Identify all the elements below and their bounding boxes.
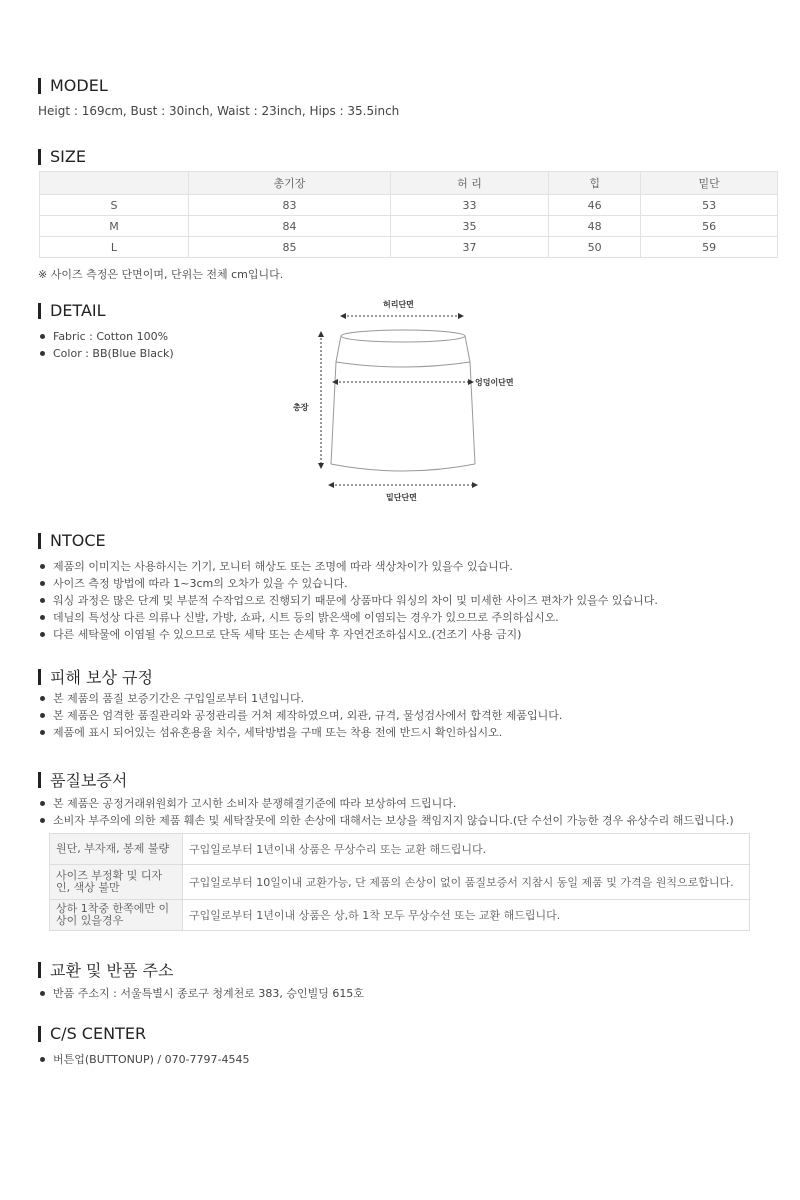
list-item-text: 제품에 표시 되어있는 섬유혼용율 치수, 세탁방법을 구매 또는 착용 전에 반드시 확인하십시오. xyxy=(53,726,503,739)
warranty-list xyxy=(40,795,734,829)
list-item-text: 소비자 부주의에 의한 제품 훼손 및 세탁잘못에 의한 손상에 대해서는 보상을 책임지지 않습니다.(단 수선이 가능한 경우 유상수리 해드립니다.) xyxy=(53,814,734,827)
list-item-text: 사이즈 측정 방법에 따라 1~3cm의 오차가 있을 수 있습니다. xyxy=(53,577,348,590)
heading-text: NTOCE xyxy=(50,531,106,550)
table-row xyxy=(40,216,778,237)
list-item-text: 본 제품은 엄격한 품질관리와 공정관리를 거쳐 제작하였으며, 외관, 규격, 물성검사에서 합격한 제품입니다. xyxy=(53,709,563,722)
bullet-icon xyxy=(40,351,45,356)
size-table-header-row xyxy=(40,172,778,195)
heading-bar xyxy=(38,669,41,685)
table-row xyxy=(50,865,750,900)
bullet-icon xyxy=(40,696,45,701)
size-column-header xyxy=(40,172,189,195)
warranty-policy: 구입일로부터 1년이내 상품은 무상수리 또는 교환 해드립니다. xyxy=(183,834,750,865)
section-size-heading xyxy=(38,147,86,166)
heading-bar xyxy=(38,533,41,549)
bullet-icon xyxy=(40,1057,45,1062)
table-row xyxy=(40,195,778,216)
bullet-icon xyxy=(40,801,45,806)
size-cell: 84 xyxy=(189,216,391,237)
waist-label: 허리단면 xyxy=(383,300,414,309)
heading-text: DETAIL xyxy=(50,301,106,320)
section-detail-heading xyxy=(38,301,106,320)
list-item xyxy=(40,626,658,643)
section-warranty-heading xyxy=(38,768,127,791)
size-cell: 37 xyxy=(390,237,548,258)
size-cell: 83 xyxy=(189,195,391,216)
warranty-condition: 사이즈 부정확 및 디자인, 색상 불만 xyxy=(50,865,183,900)
section-compensation-heading xyxy=(38,665,153,688)
exchange-list xyxy=(40,985,364,1002)
size-column-header: 총기장 xyxy=(189,172,391,195)
hip-label: 엉덩이단면 xyxy=(475,378,514,387)
heading-bar xyxy=(38,303,41,319)
size-cell: 35 xyxy=(390,216,548,237)
size-label: M xyxy=(40,216,189,237)
heading-bar xyxy=(38,78,41,94)
list-item xyxy=(40,707,562,724)
bullet-icon xyxy=(40,581,45,586)
section-notice-heading xyxy=(38,531,106,550)
length-label: 총장 xyxy=(293,403,309,412)
bullet-icon xyxy=(40,632,45,637)
bullet-icon xyxy=(40,991,45,996)
size-table xyxy=(39,171,778,258)
list-item xyxy=(40,795,734,812)
size-cell: 53 xyxy=(641,195,778,216)
table-row xyxy=(50,834,750,865)
skirt-outline xyxy=(331,330,475,471)
list-item xyxy=(40,1051,250,1068)
section-cs-heading xyxy=(38,1024,146,1043)
size-cell: 85 xyxy=(189,237,391,258)
warranty-policy: 구입일로부터 1년이내 상품은 상,하 1착 모두 무상수선 또는 교환 해드립니다. xyxy=(183,900,750,931)
list-item xyxy=(40,812,734,829)
table-row xyxy=(40,237,778,258)
list-item xyxy=(40,690,562,707)
warranty-policy: 구입일로부터 10일이내 교환가능, 단 제품의 손상이 없이 품질보증서 지참시 동일 제품 및 가격을 원칙으로합니다. xyxy=(183,865,750,900)
warranty-table xyxy=(49,833,750,931)
bullet-icon xyxy=(40,564,45,569)
list-item xyxy=(40,724,562,741)
list-item-text: 다른 세탁물에 이염될 수 있으므로 단독 세탁 또는 손세탁 후 자연건조하십시오.(건조기 사용 금지) xyxy=(53,628,522,641)
section-model-heading xyxy=(38,76,108,95)
heading-bar xyxy=(38,149,41,165)
list-item xyxy=(40,609,658,626)
list-item xyxy=(40,345,174,362)
section-exchange-heading xyxy=(38,958,173,981)
warranty-condition: 원단, 부자재, 봉제 불량 xyxy=(50,834,183,865)
size-column-header: 허 리 xyxy=(390,172,548,195)
size-column-header: 밑단 xyxy=(641,172,778,195)
detail-list xyxy=(40,328,174,362)
heading-bar xyxy=(38,1026,41,1042)
size-label: S xyxy=(40,195,189,216)
model-measurements: Heigt : 169cm, Bust : 30inch, Waist : 23inch, Hips : 35.5inch xyxy=(38,104,400,118)
list-item-text: 워싱 과정은 많은 단계 및 부분적 수작업으로 진행되기 때문에 상품마다 워싱의 차이 및 미세한 사이즈 편차가 있을수 있습니다. xyxy=(53,594,658,607)
list-item xyxy=(40,592,658,609)
heading-text: MODEL xyxy=(50,76,108,95)
compensation-list xyxy=(40,690,562,741)
bullet-icon xyxy=(40,818,45,823)
size-label: L xyxy=(40,237,189,258)
list-item xyxy=(40,575,658,592)
hem-label: 밑단단면 xyxy=(386,493,417,502)
list-item-text: 본 제품의 품질 보증기간은 구입일로부터 1년입니다. xyxy=(53,692,305,705)
size-cell: 48 xyxy=(549,216,641,237)
warranty-condition: 상하 1착중 한쪽에만 이상이 있을경우 xyxy=(50,900,183,931)
size-cell: 33 xyxy=(390,195,548,216)
bullet-icon xyxy=(40,730,45,735)
list-item-text: 데님의 특성상 다른 의류나 신발, 가방, 쇼파, 시트 등의 밝은색에 이염되는 경우가 있으므로 주의하십시오. xyxy=(53,611,559,624)
heading-text: C/S CENTER xyxy=(50,1024,147,1043)
notice-list xyxy=(40,558,658,643)
list-item-text: Fabric : Cotton 100% xyxy=(53,330,169,343)
size-cell: 59 xyxy=(641,237,778,258)
heading-text: 교환 및 반품 주소 xyxy=(50,961,174,980)
heading-bar xyxy=(38,772,41,788)
size-note: ※ 사이즈 측정은 단면이며, 단위는 전체 cm입니다. xyxy=(38,268,284,281)
heading-bar xyxy=(38,962,41,978)
bullet-icon xyxy=(40,713,45,718)
bullet-icon xyxy=(40,598,45,603)
heading-text: 품질보증서 xyxy=(50,771,128,790)
size-cell: 50 xyxy=(549,237,641,258)
size-cell: 46 xyxy=(549,195,641,216)
table-row xyxy=(50,900,750,931)
list-item xyxy=(40,328,174,345)
list-item-text: 반품 주소지 : 서울특별시 종로구 청계천로 383, 승인빌딩 615호 xyxy=(53,987,364,1000)
list-item-text: Color : BB(Blue Black) xyxy=(53,347,174,360)
list-item xyxy=(40,985,364,1002)
list-item-text: 본 제품은 공정거래위원회가 고시한 소비자 분쟁해결기준에 따라 보상하여 드립니다. xyxy=(53,797,457,810)
skirt-measurement-diagram xyxy=(283,296,533,511)
size-cell: 56 xyxy=(641,216,778,237)
heading-text: SIZE xyxy=(50,147,86,166)
heading-text: 피해 보상 규정 xyxy=(50,668,153,687)
bullet-icon xyxy=(40,334,45,339)
list-item-text: 제품의 이미지는 사용하시는 기기, 모니터 해상도 또는 조명에 따라 색상차이가 있을수 있습니다. xyxy=(53,560,513,573)
cs-list xyxy=(40,1051,250,1068)
bullet-icon xyxy=(40,615,45,620)
size-column-header: 힙 xyxy=(549,172,641,195)
list-item xyxy=(40,558,658,575)
list-item-text: 버튼업(BUTTONUP) / 070-7797-4545 xyxy=(53,1053,250,1066)
